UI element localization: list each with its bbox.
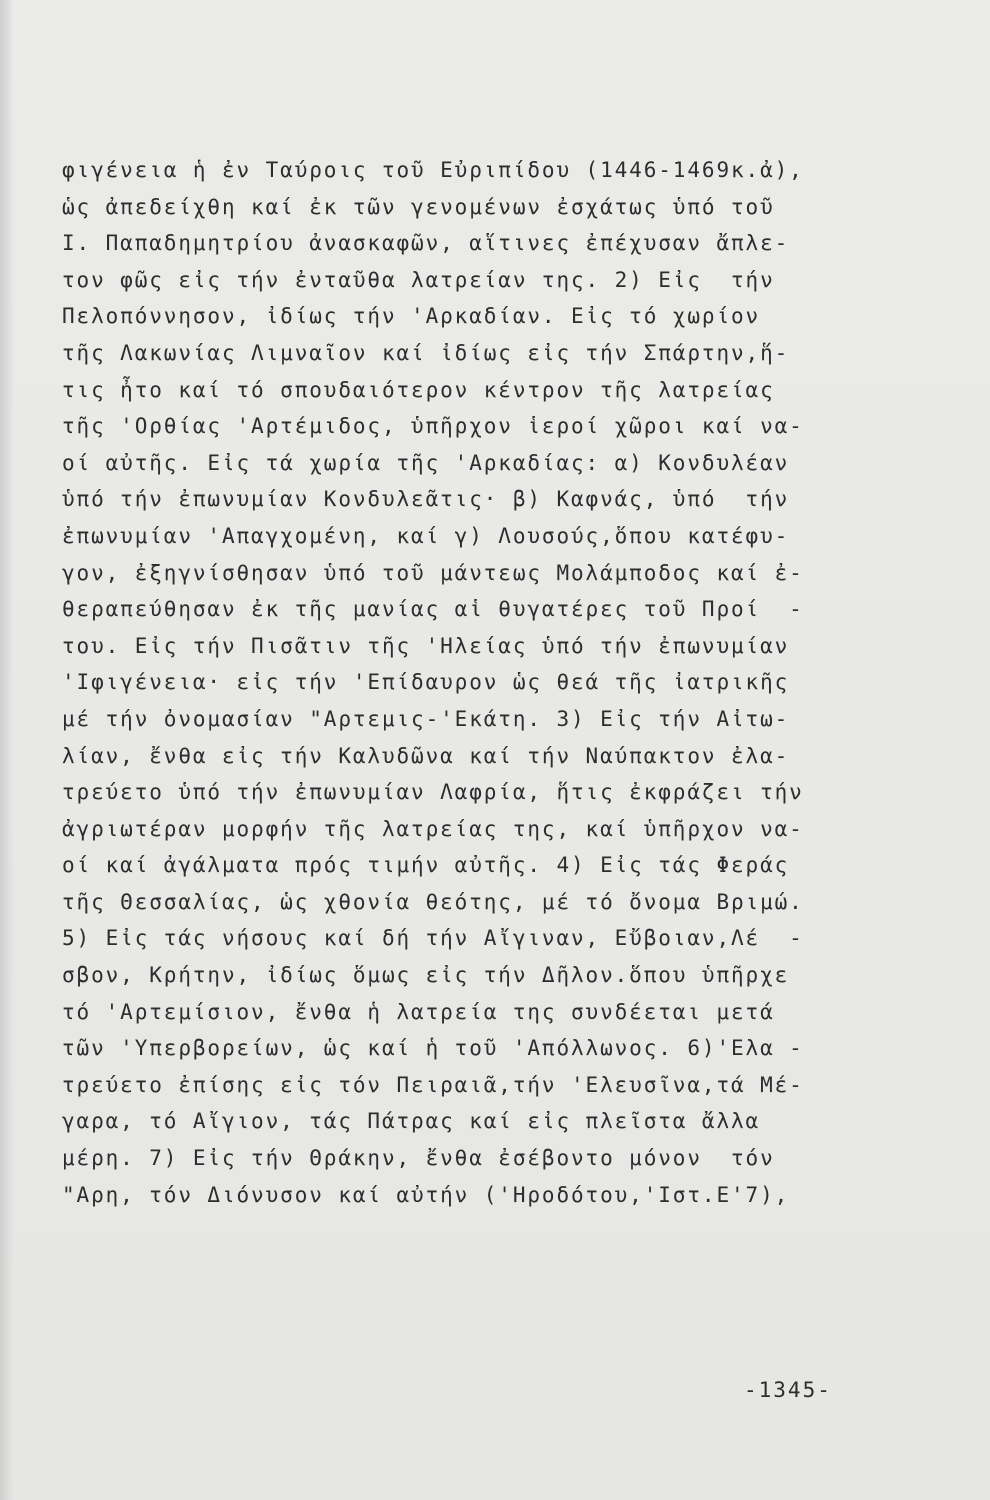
text-line: τρεύετο ἐπίσης εἰς τόν Πειραιᾶ,τήν 'Ελευσῖνα,τά Μέ- xyxy=(62,1072,804,1097)
text-line: οί καί ἀγάλματα πρός τιμήν αὐτῆς. 4) Εἰς τάς Φεράς xyxy=(62,853,790,878)
text-line: τῆς Λακωνίας Λιμναῖον καί ἰδίως εἰς τήν Σπάρτην,ἥ- xyxy=(62,340,790,365)
text-line: τῆς 'Ορθίας 'Αρτέμιδος, ὑπῆρχον ἱεροί χῶροι καί να- xyxy=(62,414,804,439)
text-line: ἀγριωτέραν μορφήν τῆς λατρείας της, καί ὑπῆρχον να- xyxy=(62,816,804,841)
text-line: σβον, Κρήτην, ἰδίως ὅμως εἰς τήν Δῆλον.ὅπου ὑπῆρχε xyxy=(62,963,790,988)
text-line: ὡς ἀπεδείχθη καί ἐκ τῶν γενομένων ἐσχάτως ὑπό τοῦ xyxy=(62,194,775,219)
text-line: οί αὐτῆς. Εἰς τά χωρία τῆς 'Αρκαδίας: α) Κονδυλέαν xyxy=(62,450,790,475)
page-number: -1345- xyxy=(744,1378,832,1402)
text-line: ἐπωνυμίαν 'Απαγχομένη, καί γ) Λουσούς,ὅπου κατέφυ- xyxy=(62,523,790,548)
text-line: τῆς Θεσσαλίας, ὡς χθονία θεότης, μέ τό ὄνομα Βριμώ. xyxy=(62,889,804,914)
text-line: του. Εἰς τήν Πισᾶτιν τῆς 'Ηλείας ὑπό τήν ἐπωνυμίαν xyxy=(62,633,790,658)
text-line: ὑπό τήν ἐπωνυμίαν Κονδυλεᾶτις· β) Καφνάς, ὑπό τήν xyxy=(62,487,790,512)
text-line: 5) Εἰς τάς νήσους καί δή τήν Αἴγιναν, Εὔβοιαν,Λέ - xyxy=(62,926,804,951)
text-line: τις ἦτο καί τό σπουδαιότερον κέντρον τῆς λατρείας xyxy=(62,377,775,402)
text-line: τῶν 'Υπερβορείων, ὡς καί ἡ τοῦ 'Απόλλωνος. 6)'Ελα - xyxy=(62,1036,804,1061)
text-line: τον φῶς εἰς τήν ἐνταῦθα λατρείαν της. 2) Εἰς τήν xyxy=(62,267,775,292)
text-line: μέ τήν ὀνομασίαν "Αρτεμις-'Εκάτη. 3) Εἰς τήν Αἰτω- xyxy=(62,706,790,731)
text-line: λίαν, ἔνθα εἰς τήν Καλυδῶνα καί τήν Ναύπακτον ἐλα- xyxy=(62,743,790,768)
text-line: 'Ιφιγένεια· εἰς τήν 'Επίδαυρον ὡς θεά τῆς ἰατρικῆς xyxy=(62,670,790,695)
text-line: τρεύετο ὑπό τήν ἐπωνυμίαν Λαφρία, ἥτις ἐκφράζει τήν xyxy=(62,780,804,805)
text-line: τό 'Αρτεμίσιον, ἔνθα ἡ λατρεία της συνδέεται μετά xyxy=(62,999,775,1024)
text-line: φιγένεια ἡ ἐν Ταύροις τοῦ Εὐριπίδου (1446-1469κ.ἀ), xyxy=(62,158,804,182)
text-line: Πελοπόννησον, ἰδίως τήν 'Αρκαδίαν. Εἰς τό χωρίον xyxy=(62,304,761,329)
text-line: "Αρη, τόν Διόνυσον καί αὐτήν ('Ηροδότου,'Ιστ.Ε'7), xyxy=(62,1182,790,1207)
page-binding-edge xyxy=(0,0,14,1500)
text-line: θεραπεύθησαν ἐκ τῆς μανίας αἱ θυγατέρες τοῦ Προί - xyxy=(62,597,804,622)
text-line: γον, ἐξηγνίσθησαν ὑπό τοῦ μάντεως Μολάμποδος καί ἐ- xyxy=(62,560,804,585)
body-text xyxy=(62,152,932,1213)
text-line: μέρη. 7) Εἰς τήν Θράκην, ἔνθα ἐσέβοντο μόνον τόν xyxy=(62,1146,775,1171)
text-line: Ι. Παπαδημητρίου ἀνασκαφῶν, αἵτινες ἐπέχυσαν ἄπλε- xyxy=(62,231,790,256)
text-line: γαρα, τό Αἴγιον, τάς Πάτρας καί εἰς πλεῖστα ἄλλα xyxy=(62,1109,761,1134)
